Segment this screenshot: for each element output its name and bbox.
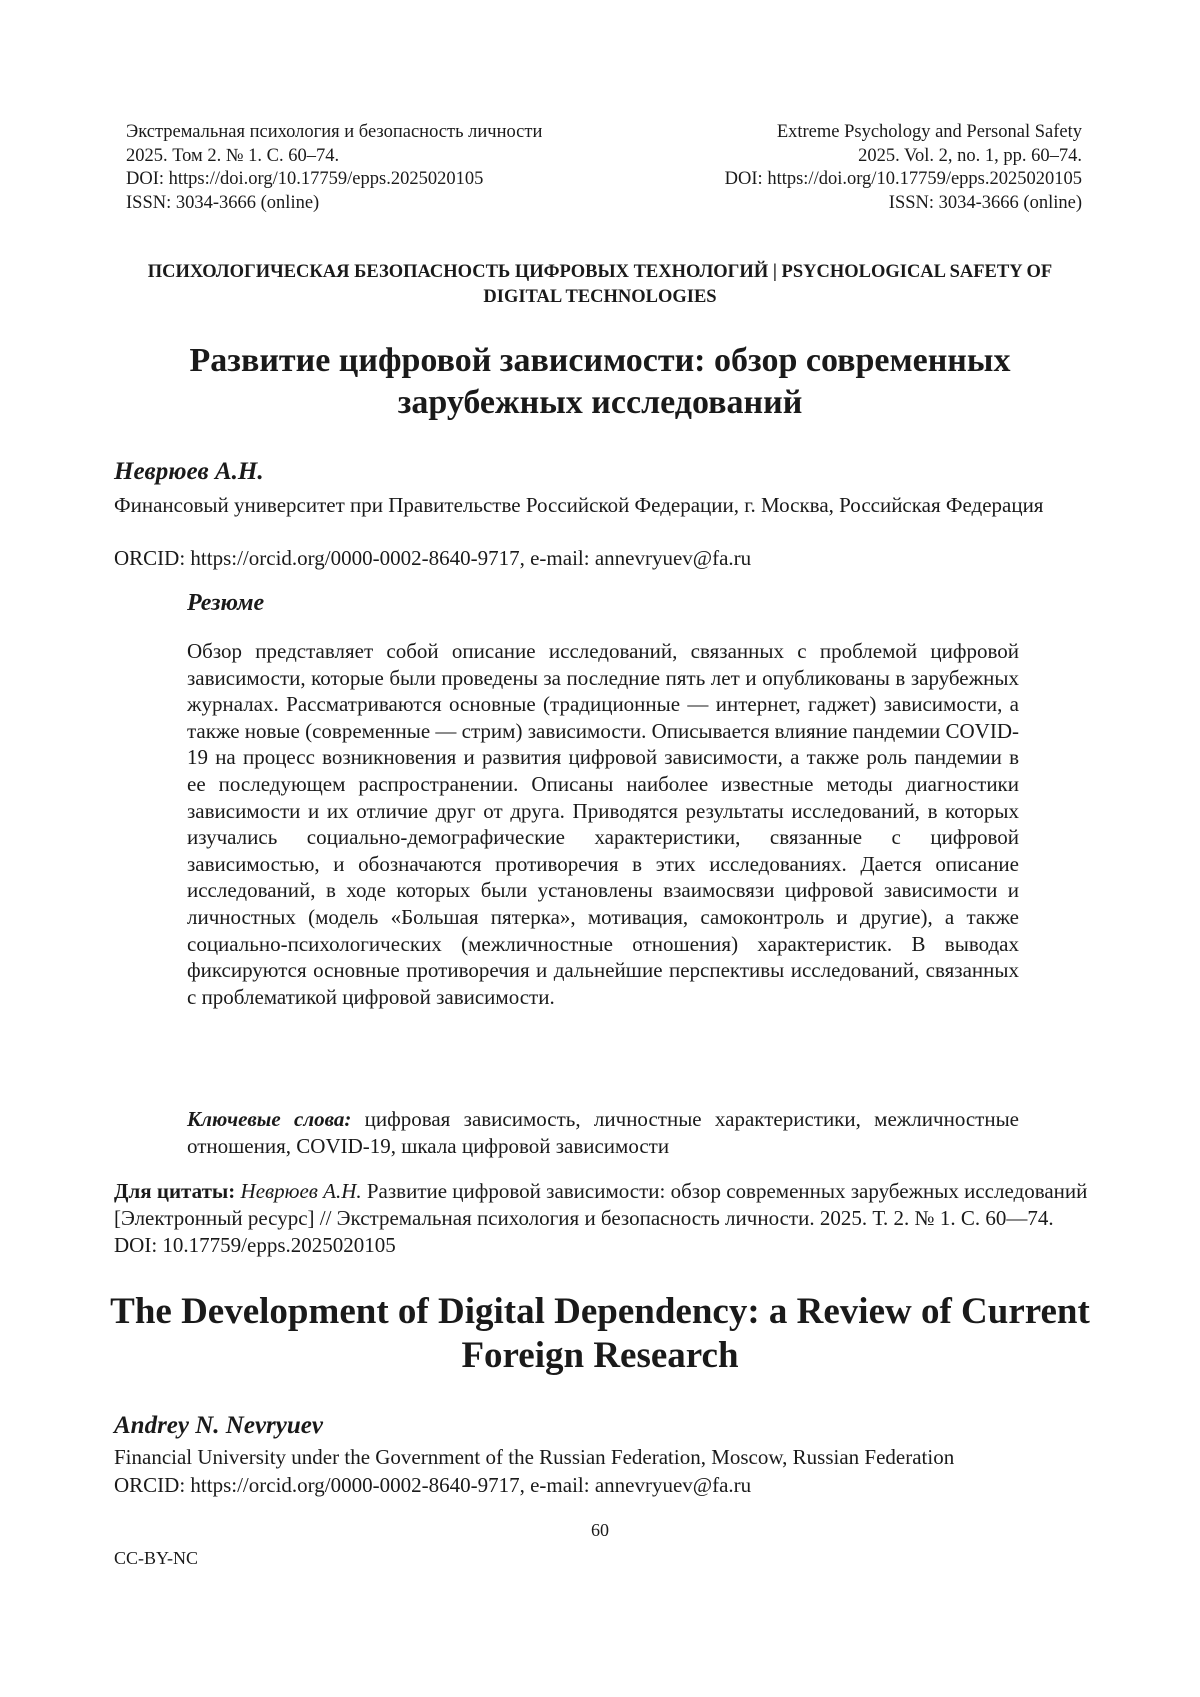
- journal-header-en: [725, 121, 1082, 215]
- abstract-text: Обзор представляет собой описание исследований, связанных с проблемой цифровой зависимости, которые были проведены за последние пять лет и опубликованы в зарубежных журналах. Рассматриваются основные (традиционные — интернет, гаджет) зависимости, а также новые (современные — стрим) зависимости. Описывается влияние пандемии COVID-19 на процесс возникновения и развития цифровой зависимости, а также роль пандемии в ее последующем распространении. Описаны наиболее известные методы диагностики зависимости и их отличие друг от друга. Приводятся результаты исследований, в которых изучались социально-демографические характеристики, связанные с цифровой зависимостью, и обозначаются противоречия в этих исследованиях. Дается описание исследований, в ходе которых были установлены взаимосвязи цифровой зависимости и личностных (модель «Большая пятерка», мотивация, самоконтроль и другие), а также социально-психологических (межличностные отношения) характеристик. В выводах фиксируются основные противоречия и дальнейшие перспективы исследований, связанных с проблематикой цифровой зависимости.: [187, 639, 1019, 1009]
- issue-info-ru: 2025. Том 2. № 1. С. 60–74.: [126, 145, 340, 166]
- citation-author: Неврюев А.Н.: [240, 1179, 362, 1203]
- journal-title-en: Extreme Psychology and Personal Safety: [776, 122, 1082, 142]
- keywords-list: цифровая зависимость, личностные характеристики, межличностные отношения, COVID-19, шкала цифровой зависимости: [187, 1107, 1020, 1158]
- page-number: 60: [591, 1520, 609, 1540]
- affiliation-ru: Финансовый университет при Правительстве Российской Федерации, г. Москва, Российская Федерация: [114, 493, 1044, 517]
- journal-header-ru: [126, 121, 542, 215]
- citation-label: Для цитаты:: [114, 1179, 236, 1203]
- keywords: [187, 1106, 1019, 1160]
- keywords-label: Ключевые слова:: [187, 1107, 352, 1131]
- doi-link-ru[interactable]: DOI: https://doi.org/10.17759/epps.2025020105: [126, 169, 484, 189]
- journal-title-ru: Экстремальная психология и безопасность личности: [126, 122, 543, 142]
- citation-text: Развитие цифровой зависимости: обзор современных зарубежных исследований [Электронный ресурс] // Экстремальная психология и безопасность личности. 2025. Т. 2. № 1. С. 60—74. DOI: 10.17759/epps.2025020105: [114, 1179, 1088, 1257]
- article-title-en: The Development of Digital Dependency: a Review of Current Foreign Research: [110, 1291, 1090, 1376]
- issue-info-en: 2025. Vol. 2, no. 1, pp. 60–74.: [858, 145, 1082, 166]
- orcid-email-en[interactable]: ORCID: https://orcid.org/0000-0002-8640-9717, e-mail: annevryuev@fa.ru: [114, 1473, 752, 1497]
- doi-link-en[interactable]: DOI: https://doi.org/10.17759/epps.2025020105: [724, 169, 1082, 189]
- orcid-email-ru[interactable]: ORCID: https://orcid.org/0000-0002-8640-9717, e-mail: annevryuev@fa.ru: [114, 546, 752, 570]
- affiliation-en: Financial University under the Government of the Russian Federation, Moscow, Russian Federation: [114, 1445, 955, 1469]
- issn-ru: ISSN: 3034-3666 (online): [126, 192, 320, 213]
- citation: [114, 1178, 1099, 1259]
- license-label: CC-BY-NC: [114, 1548, 199, 1568]
- section-heading: ПСИХОЛОГИЧЕСКАЯ БЕЗОПАСНОСТЬ ЦИФРОВЫХ ТЕХНОЛОГИЙ | PSYCHOLOGICAL SAFETY OF DIGITAL TECHNOLOGIES: [147, 262, 1053, 307]
- abstract-heading: Резюме: [187, 590, 265, 616]
- article-title-ru: Развитие цифровой зависимости: обзор современных зарубежных исследований: [189, 342, 1011, 421]
- author-name-ru: Неврюев А.Н.: [114, 458, 264, 485]
- author-name-en: Andrey N. Nevryuev: [114, 1412, 323, 1439]
- issn-en: ISSN: 3034-3666 (online): [888, 192, 1082, 213]
